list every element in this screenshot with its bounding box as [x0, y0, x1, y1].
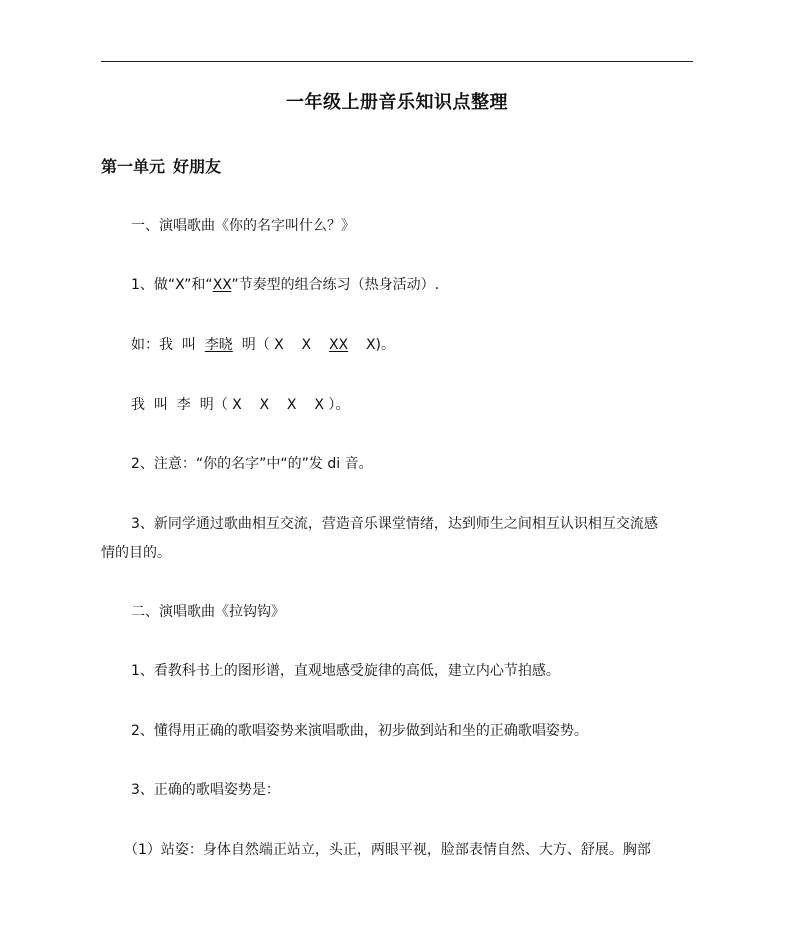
example1-prefix: 如：我 叫	[131, 337, 205, 353]
example1-suffix: X)。	[348, 337, 395, 353]
song1-heading: 一、演唱歌曲《你的名字叫什么？》	[131, 218, 355, 234]
song2-item3-sub1-line: （1）站姿：身体自然端正站立，头正，两眼平视，脸部表情自然、大方、舒展。胸部	[124, 842, 651, 858]
item1-suffix: ”节奏型的组合练习（热身活动）.	[231, 277, 440, 293]
item3-line-2: 情的目的。	[101, 545, 171, 561]
song2-heading: 二、演唱歌曲《拉钩钩》	[131, 604, 285, 620]
unit-number: 第一单元	[101, 157, 166, 176]
song2-item2-line: 2、懂得用正确的歌唱姿势来演唱歌曲，初步做到站和坐的正确歌唱姿势。	[131, 723, 588, 739]
document-title: 一年级上册音乐知识点整理	[286, 92, 508, 113]
example1-middle: 明（ X X	[232, 337, 329, 353]
item3-line-1: 3、新同学通过歌曲相互交流，营造音乐课堂情绪，达到师生之间相互认识相互交流感	[131, 516, 658, 532]
example1-underlined-xx: XX	[328, 337, 349, 353]
item1-prefix: 1、做“X”和“	[131, 277, 213, 293]
song2-item1-line: 1、看教科书上的图形谱，直观地感受旋律的高低，建立内心节拍感。	[131, 663, 560, 679]
header-rule	[101, 61, 693, 62]
item2-line: 2、注意：“你的名字”中“的”发 di 音。	[131, 456, 373, 472]
item1-underlined-rhythm: XX	[212, 277, 232, 293]
unit-name: 好朋友	[173, 157, 222, 176]
example1-underlined-name: 李晓	[204, 337, 233, 353]
item1-line	[131, 275, 439, 295]
song2-item3-line: 3、正确的歌唱姿势是：	[131, 782, 280, 798]
unit-heading	[101, 154, 221, 177]
example2-line: 我 叫 李 明（ X X X X ）。	[131, 397, 350, 413]
example1-line	[131, 335, 395, 355]
